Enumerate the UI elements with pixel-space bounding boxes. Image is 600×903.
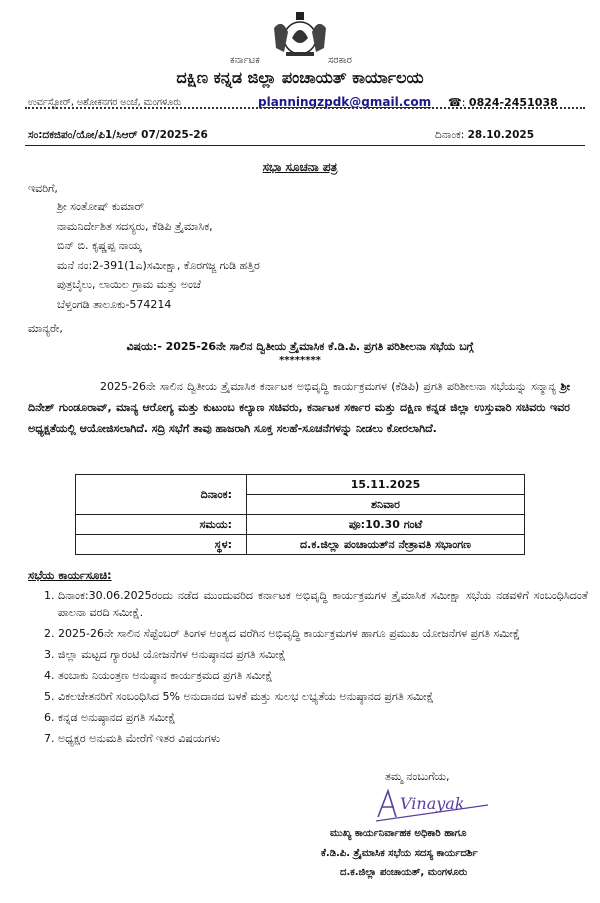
closing-yours: ತಮ್ಮ ನಂಬುಗೆಯ, bbox=[385, 770, 450, 783]
body-text-normal: 2025-26ನೇ ಸಾಲಿನ ದ್ವಿತೀಯ ತ್ರೈಮಾಸಿಕ ಕರ್ನಾಟಕ ಅಭಿವೃದ್ಧಿ ಕಾರ್ಯಕ್ರಮಗಳ (ಕೆಡಿಪಿ) ಪ್ರಗತಿ ಪರಿಶೀಲನಾ ಸಭೆಯನ್ನು ಸನ್ಮಾನ್ಯ bbox=[100, 380, 561, 393]
addressee-line: ಬೆಳ್ತಂಗಡಿ ತಾಲೂಕು-574214 bbox=[57, 297, 172, 311]
day-value-cell: ಶನಿವಾರ bbox=[247, 495, 525, 515]
office-address: ಉರ್ವಸ್ಟೋರ್, ಅಶೋಕನಗರ ಅಂಚೆ, ಮಂಗಳೂರು bbox=[28, 97, 182, 108]
date-label-cell: ದಿನಾಂಕ: bbox=[76, 475, 247, 515]
office-name: ದಕ್ಷಿಣ ಕನ್ನಡ ಜಿಲ್ಲಾ ಪಂಚಾಯತ್ ಕಾರ್ಯಾಲಯ bbox=[176, 68, 424, 87]
table-row bbox=[76, 515, 525, 535]
phone-number: ☎: 0824-2451038 bbox=[448, 96, 558, 109]
list-item: 7. ಅಧ್ಯಕ್ಷರ ಅನುಮತಿ ಮೇರೆಗೆ ಇತರ ವಿಷಯಗಳು bbox=[58, 730, 588, 747]
list-item: 6. ಕನ್ನಡ ಅನುಷ್ಠಾನದ ಪ್ರಗತಿ ಸಮೀಕ್ಷೆ bbox=[58, 709, 588, 726]
page-title: ಸಭಾ ಸೂಚನಾ ಪತ್ರ bbox=[262, 160, 338, 174]
body-text-bold: ಶ್ರೀ ದಿನೇಶ್ ಗುಂಡೂರಾವ್, ಮಾನ್ಯ ಆರೋಗ್ಯ ಮತ್ತು ಕುಟುಂಬ ಕಲ್ಯಾಣ ಸಚಿವರು, ಕರ್ನಾಟಕ ಸರ್ಕಾರ ಮತ್ತು ದಕ್ಷಿಣ ಕನ್ನಡ ಜಿಲ್ಲಾ ಉಸ್ತುವಾರಿ ಸಚಿವರು ಇವರ ಅಧ್ಯಕ್ಷತೆಯಲ್ಲಿ ಆಯೋಜಿಸಲಾಗಿದೆ. ಸದ್ರಿ ಸಭೆಗೆ ತಾವು ಹಾಜರಾಗಿ ಸೂಕ್ತ ಸಲಹೆ-ಸೂಚನೆಗಳನ್ನು ನೀಡಲು ಕೋರಲಾಗಿದೆ. bbox=[28, 380, 570, 435]
time-label-cell: ಸಮಯ: bbox=[76, 515, 247, 535]
addressee-line: ಮನೆ ನಂ:2-391(1ಎ)ಸಮೀಕ್ಷಾ, ಕೊರಗಜ್ಜ ಗುಡಿ ಹತ್ತಿರ bbox=[57, 258, 260, 272]
agenda-heading: ಸಭೆಯ ಕಾರ್ಯಸೂಚಿ: bbox=[28, 568, 112, 582]
email-link[interactable]: planningzpdk@gmail.com bbox=[258, 95, 432, 109]
list-item: 3. ಜಿಲ್ಲಾ ಮಟ್ಟದ ಗ್ಯಾರಂಟಿ ಯೋಜನೆಗಳ ಅನುಷ್ಠಾನದ ಪ್ರಗತಿ ಸಮೀಕ್ಷೆ bbox=[58, 646, 588, 663]
list-item: 1. ದಿನಾಂಕ:30.06.2025ರಂದು ನಡೆದ ಮುಂದುವರಿದ ಕರ್ನಾಟಕ ಅಭಿವೃದ್ಧಿ ಕಾರ್ಯಕ್ರಮಗಳ ತ್ರೈಮಾಸಿಕ ಸಮೀಕ್ಷಾ ಸಭೆಯ ನಡವಳಿಗೆ ಸಂಬಂಧಿಸಿದಂತೆ ಪಾಲನಾ ವರದಿ ಸಮೀಕ್ಷೆ. bbox=[58, 587, 588, 621]
ref-divider bbox=[25, 145, 585, 146]
time-value-cell: ಪೂ:10.30 ಗಂಟೆ bbox=[247, 515, 525, 535]
karnataka-emblem-icon bbox=[268, 8, 332, 58]
state-label-left: ಕರ್ನಾಟಕ bbox=[230, 55, 260, 66]
signature bbox=[372, 785, 492, 825]
phone-icon: ☎: bbox=[448, 96, 466, 109]
greeting: ಮಾನ್ಯರೇ, bbox=[28, 322, 63, 335]
body-paragraph bbox=[28, 376, 570, 439]
addressee-line: ನಾಮನಿರ್ದೇಶಿತ ಸದಸ್ಯರು, ಕೆಡಿಪಿ ತ್ರೈಮಾಸಿಕ, bbox=[57, 219, 213, 233]
place-label-cell: ಸ್ಥಳ: bbox=[76, 535, 247, 555]
addressee-line: ಬಿನ್ ಬಿ. ಕೃಷ್ಣಪ್ಪ ನಾಯ್ಕ bbox=[57, 239, 142, 252]
subject-stars: ******** bbox=[279, 355, 321, 366]
reference-date: ದಿನಾಂಕ: 28.10.2025 bbox=[435, 129, 535, 141]
addressee-to: ಇವರಿಗೆ, bbox=[28, 182, 58, 195]
header-divider bbox=[25, 107, 585, 113]
designation-line-3: ದ.ಕ.ಜಿಲ್ಲಾ ಪಂಚಾಯತ್, ಮಂಗಳೂರು bbox=[340, 867, 468, 878]
addressee-block bbox=[57, 197, 260, 314]
list-item: 5. ವಿಕಲಚೇತನರಿಗೆ ಸಂಬಂಧಿಸಿದ 5% ಅನುದಾನದ ಬಳಕೆ ಮತ್ತು ಸುಲಭ ಲಭ್ಯತೆಯ ಅನುಷ್ಠಾನದ ಪ್ರಗತಿ ಸಮೀಕ್ಷೆ bbox=[58, 688, 588, 705]
place-value-cell: ದ.ಕ.ಜಿಲ್ಲಾ ಪಂಚಾಯತ್‌ನ ನೇತ್ರಾವತಿ ಸಭಾಂಗಣ bbox=[247, 535, 525, 555]
list-item: 4. ತಂಬಾಕು ನಿಯಂತ್ರಣ ಅನುಷ್ಠಾನ ಕಾರ್ಯಕ್ರಮದ ಪ್ರಗತಿ ಸಮೀಕ್ಷೆ bbox=[58, 667, 588, 684]
signature-text: Vinayak bbox=[400, 794, 465, 813]
date-value-cell: 15.11.2025 bbox=[247, 475, 525, 495]
reference-number: ಸಂ:ದಕಜಿಪಂ/ಯೋ/ಪಿ1/ಸಿಆರ್ 07/2025-26 bbox=[28, 129, 208, 141]
designation-line-1: ಮುಖ್ಯ ಕಾರ್ಯನಿರ್ವಾಹಕ ಅಧಿಕಾರಿ ಹಾಗೂ bbox=[330, 828, 467, 839]
addressee-line: ಪುತ್ರಬೈಲು, ಲಾಯಿಲ ಗ್ರಾಮ ಮತ್ತು ಅಂಚೆ bbox=[57, 278, 201, 291]
state-label-right: ಸರಕಾರ bbox=[328, 55, 352, 66]
table-row bbox=[76, 535, 525, 555]
subject-line: ವಿಷಯ:- 2025-26ನೇ ಸಾಲಿನ ದ್ವಿತೀಯ ತ್ರೈಮಾಸಿಕ ಕೆ.ಡಿ.ಪಿ. ಪ್ರಗತಿ ಪರಿಶೀಲನಾ ಸಭೆಯ ಬಗ್ಗೆ bbox=[126, 340, 474, 353]
list-item: 2. 2025-26ನೇ ಸಾಲಿನ ಸೆಪ್ಟೆಂಬರ್ ತಿಂಗಳ ಅಂತ್ಯದ ವರೆಗಿನ ಅಭಿವೃದ್ಧಿ ಕಾರ್ಯಕ್ರಮಗಳ ಹಾಗೂ ಪ್ರಮುಖ ಯೋಜನೆಗಳ ಪ್ರಗತಿ ಸಮೀಕ್ಷೆ bbox=[58, 625, 588, 642]
addressee-line: ಶ್ರೀ ಸಂತೋಷ್ ಕುಮಾರ್ bbox=[57, 200, 145, 213]
meeting-details-table bbox=[75, 474, 525, 555]
designation-line-2: ಕೆ.ಡಿ.ಪಿ. ತ್ರೈಮಾಸಿಕ ಸಭೆಯ ಸದಸ್ಯ ಕಾರ್ಯದರ್ಶಿ bbox=[321, 848, 478, 859]
agenda-list bbox=[30, 587, 588, 751]
table-row bbox=[76, 475, 525, 495]
